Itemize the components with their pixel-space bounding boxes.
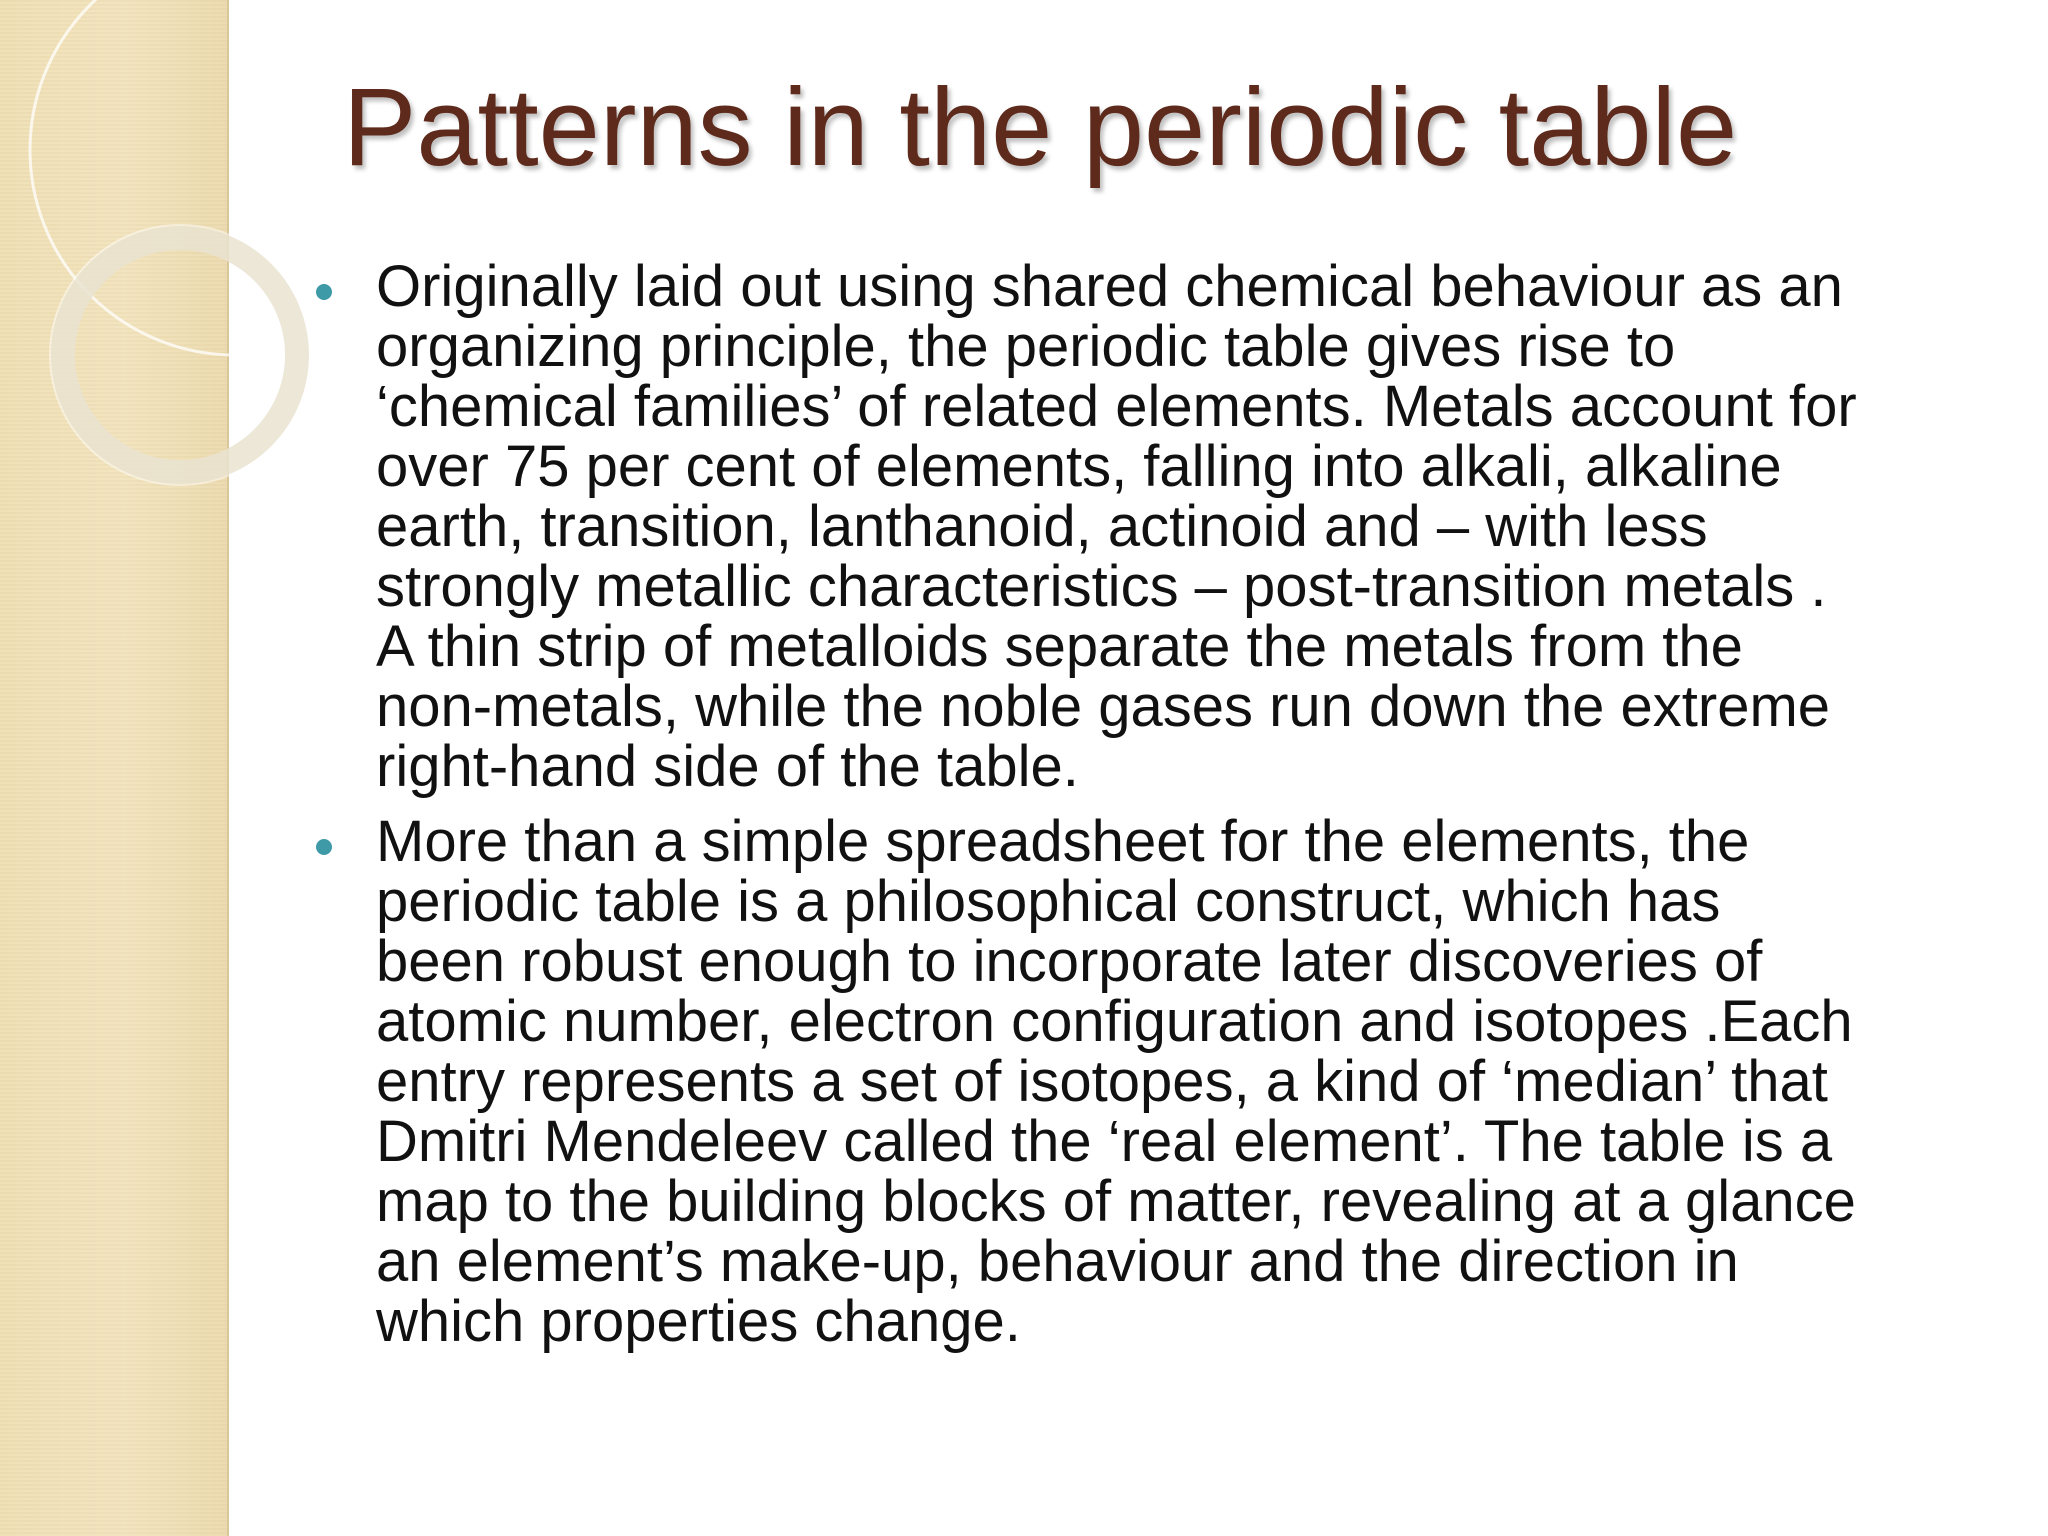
bullet-line: right-hand side of the table. — [376, 734, 1079, 799]
bullet-line: map to the building blocks of matter, revealing at a glance — [376, 1169, 1856, 1234]
bullet-line: an element’s make-up, behaviour and the direction in — [376, 1229, 1739, 1294]
bullet-dot-icon — [316, 284, 332, 300]
bullet-line: earth, transition, lanthanoid, actinoid and – with less — [376, 494, 1708, 559]
bullet-item — [316, 809, 2016, 1354]
bullet-line: More than a simple spreadsheet for the elements, the — [376, 809, 1750, 874]
bullet-line: ‘chemical families’ of related elements. Metals account for — [376, 374, 1857, 439]
medium-ring — [63, 238, 297, 472]
bullet-text — [376, 254, 2016, 799]
bullet-line: been robust enough to incorporate later discoveries of — [376, 929, 1763, 994]
bullet-line: atomic number, electron configuration and isotopes .Each — [376, 989, 1853, 1054]
bullet-line: over 75 per cent of elements, falling into alkali, alkaline — [376, 434, 1782, 499]
bullet-dot-icon — [316, 839, 332, 855]
bullet-line: organizing principle, the periodic table gives rise to — [376, 314, 1676, 379]
bullet-line: periodic table is a philosophical construct, which has — [376, 869, 1721, 934]
bullet-line: Dmitri Mendeleev called the ‘real element’. The table is a — [376, 1109, 1833, 1174]
bullet-line: non-metals, while the noble gases run down the extreme — [376, 674, 1831, 739]
bullet-list — [316, 254, 2016, 1367]
slide-title: Patterns in the periodic table — [343, 66, 1738, 189]
bullet-item — [316, 254, 2016, 799]
bullet-line: A thin strip of metalloids separate the metals from the — [376, 614, 1743, 679]
bullet-line: entry represents a set of isotopes, a kind of ‘median’ that — [376, 1049, 1828, 1114]
bullet-line: Originally laid out using shared chemical behaviour as an — [376, 254, 1843, 319]
bullet-line: strongly metallic characteristics – post-transition metals . — [376, 554, 1827, 619]
bullet-text — [376, 809, 2016, 1354]
bullet-line: which properties change. — [376, 1289, 1021, 1354]
